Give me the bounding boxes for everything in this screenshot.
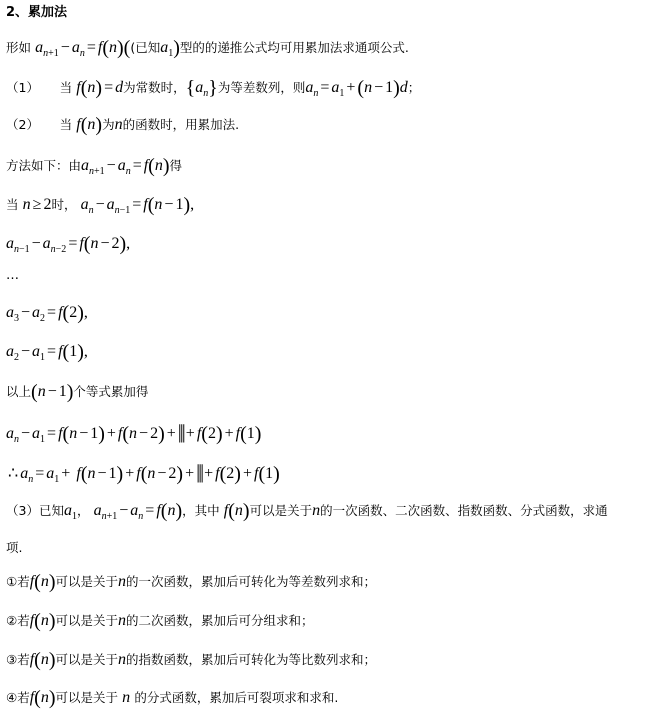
case3-text-3: 可以是关于 <box>249 503 313 518</box>
item-text-1: 可以是关于 <box>55 652 119 667</box>
item-mark: ①若 <box>6 574 30 589</box>
case1-text-4: ； <box>407 80 421 95</box>
equation-a2: $a_2 - a_1 = f(1)$, <box>6 341 88 363</box>
ellipsis: … <box>6 268 19 283</box>
list-item: ③若f(n)可以是关于n的指数函数，累加后可转化为等比数列求和； <box>6 649 377 671</box>
sum-equation: $a_n - a_1 = f(n - 1) + f(n - 2)$ + ||| + f(2) + f(1) <box>6 421 262 445</box>
case1-label: （1） <box>6 80 39 95</box>
when-text-1: 当 <box>6 197 19 212</box>
case1-text-2: 为常数时， <box>123 80 186 95</box>
when-line: 当 n ≥ 2时， $a_n - a_{n-1} = f(n - 1)$, <box>6 194 195 216</box>
case1-text-3: 为等差数列，则 <box>217 80 306 95</box>
item-text-2: 的指数函数，累加后可转化为等比数列求和； <box>126 652 377 667</box>
case3-text-4: 的一次函数、二次函数、指数函数、分式函数，求通 <box>320 503 608 518</box>
item-text-2: 的一次函数，累加后可转化为等差数列求和； <box>126 574 377 589</box>
equation-a3: $a_3 - a_2 = f(2)$, <box>6 302 88 324</box>
case1-line: （1） 当 f(n) = d为常数时，$\{a_n\}$为等差数列，则$a_n = a_1 + (n - 1)d$； <box>6 77 421 99</box>
list-item: ①若f(n)可以是关于n的一次函数，累加后可转化为等差数列求和； <box>6 571 377 593</box>
item-mark: ④若 <box>6 690 30 705</box>
case3-line: （3）已知$a_1$， $a_{n+1} - a_n = f(n)$，其中 f(n)可以是关于n的一次函数、二次函数、指数函数、分式函数，求通 <box>6 500 608 522</box>
sum-text-2: 个等式累加得 <box>73 384 149 399</box>
list-item: ②若f(n)可以是关于n的二次函数，累加后可分组求和； <box>6 610 314 632</box>
case1-text-1: 当 <box>59 80 73 95</box>
intro-line: 形如 $a_{n+1} - a_n = f(n)$((已知$a_1$)型的的递推公式均可用累加法求通项公式. <box>6 37 409 59</box>
case3-text-5: 项. <box>6 540 23 555</box>
intro-text-1: 形如 <box>6 40 32 55</box>
case2-label: （2） <box>6 117 39 132</box>
formula-recurrence: $a_{n+1} - a_n = f(n)$ <box>35 37 124 59</box>
sum-text-line: 以上(n − 1)个等式累加得 <box>6 381 149 403</box>
case2-text-1: 当 <box>59 117 73 132</box>
case3-text-2: ，其中 <box>182 503 220 518</box>
section-heading: 2、累加法 <box>6 5 68 20</box>
method-line: 方法如下：由$a_{n+1} - a_n = f(n)$得 <box>6 155 183 177</box>
therefore-symbol: ∴ <box>8 465 19 482</box>
item-mark: ③若 <box>6 652 30 667</box>
case2-line: （2） 当 f(n)为n的函数时，用累加法. <box>6 114 240 136</box>
case3-text-1: ， <box>76 503 90 518</box>
item-text-2: 的二次函数，累加后可分组求和； <box>126 613 314 628</box>
intro-text-2: (已知 <box>130 40 161 55</box>
case3-line-2 <box>6 538 22 559</box>
case3-label: （3）已知 <box>6 503 64 518</box>
case2-text-2: 为 <box>102 117 115 132</box>
therefore-equation: ∴ $a_n = a_1 + f(n - 1) + f(n - 2)$ + ||| + f(2) + f(1) <box>8 461 280 485</box>
item-text-1: 可以是关于 <box>55 574 119 589</box>
item-mark: ②若 <box>6 613 30 628</box>
equation-n-1: $a_{n-1} - a_{n-2} = f(n - 2)$, <box>6 233 131 255</box>
case2-text-3: 的函数时，用累加法. <box>122 117 240 132</box>
method-text-2: 得 <box>169 158 183 173</box>
item-text-2: 的分式函数，累加后可裂项求和求和. <box>134 690 339 705</box>
item-text-1: 可以是关于 <box>55 613 119 628</box>
item-text-1: 可以是关于 <box>55 690 119 705</box>
sum-text-1: 以上 <box>6 384 32 399</box>
when-text-2: 时， <box>51 197 77 212</box>
list-item: ④若f(n)可以是关于 n 的分式函数，累加后可裂项求和求和. <box>6 687 339 709</box>
method-text-1: 方法如下：由 <box>6 158 82 173</box>
intro-text-3: 型的的递推公式均可用累加法求通项公式. <box>179 40 409 55</box>
